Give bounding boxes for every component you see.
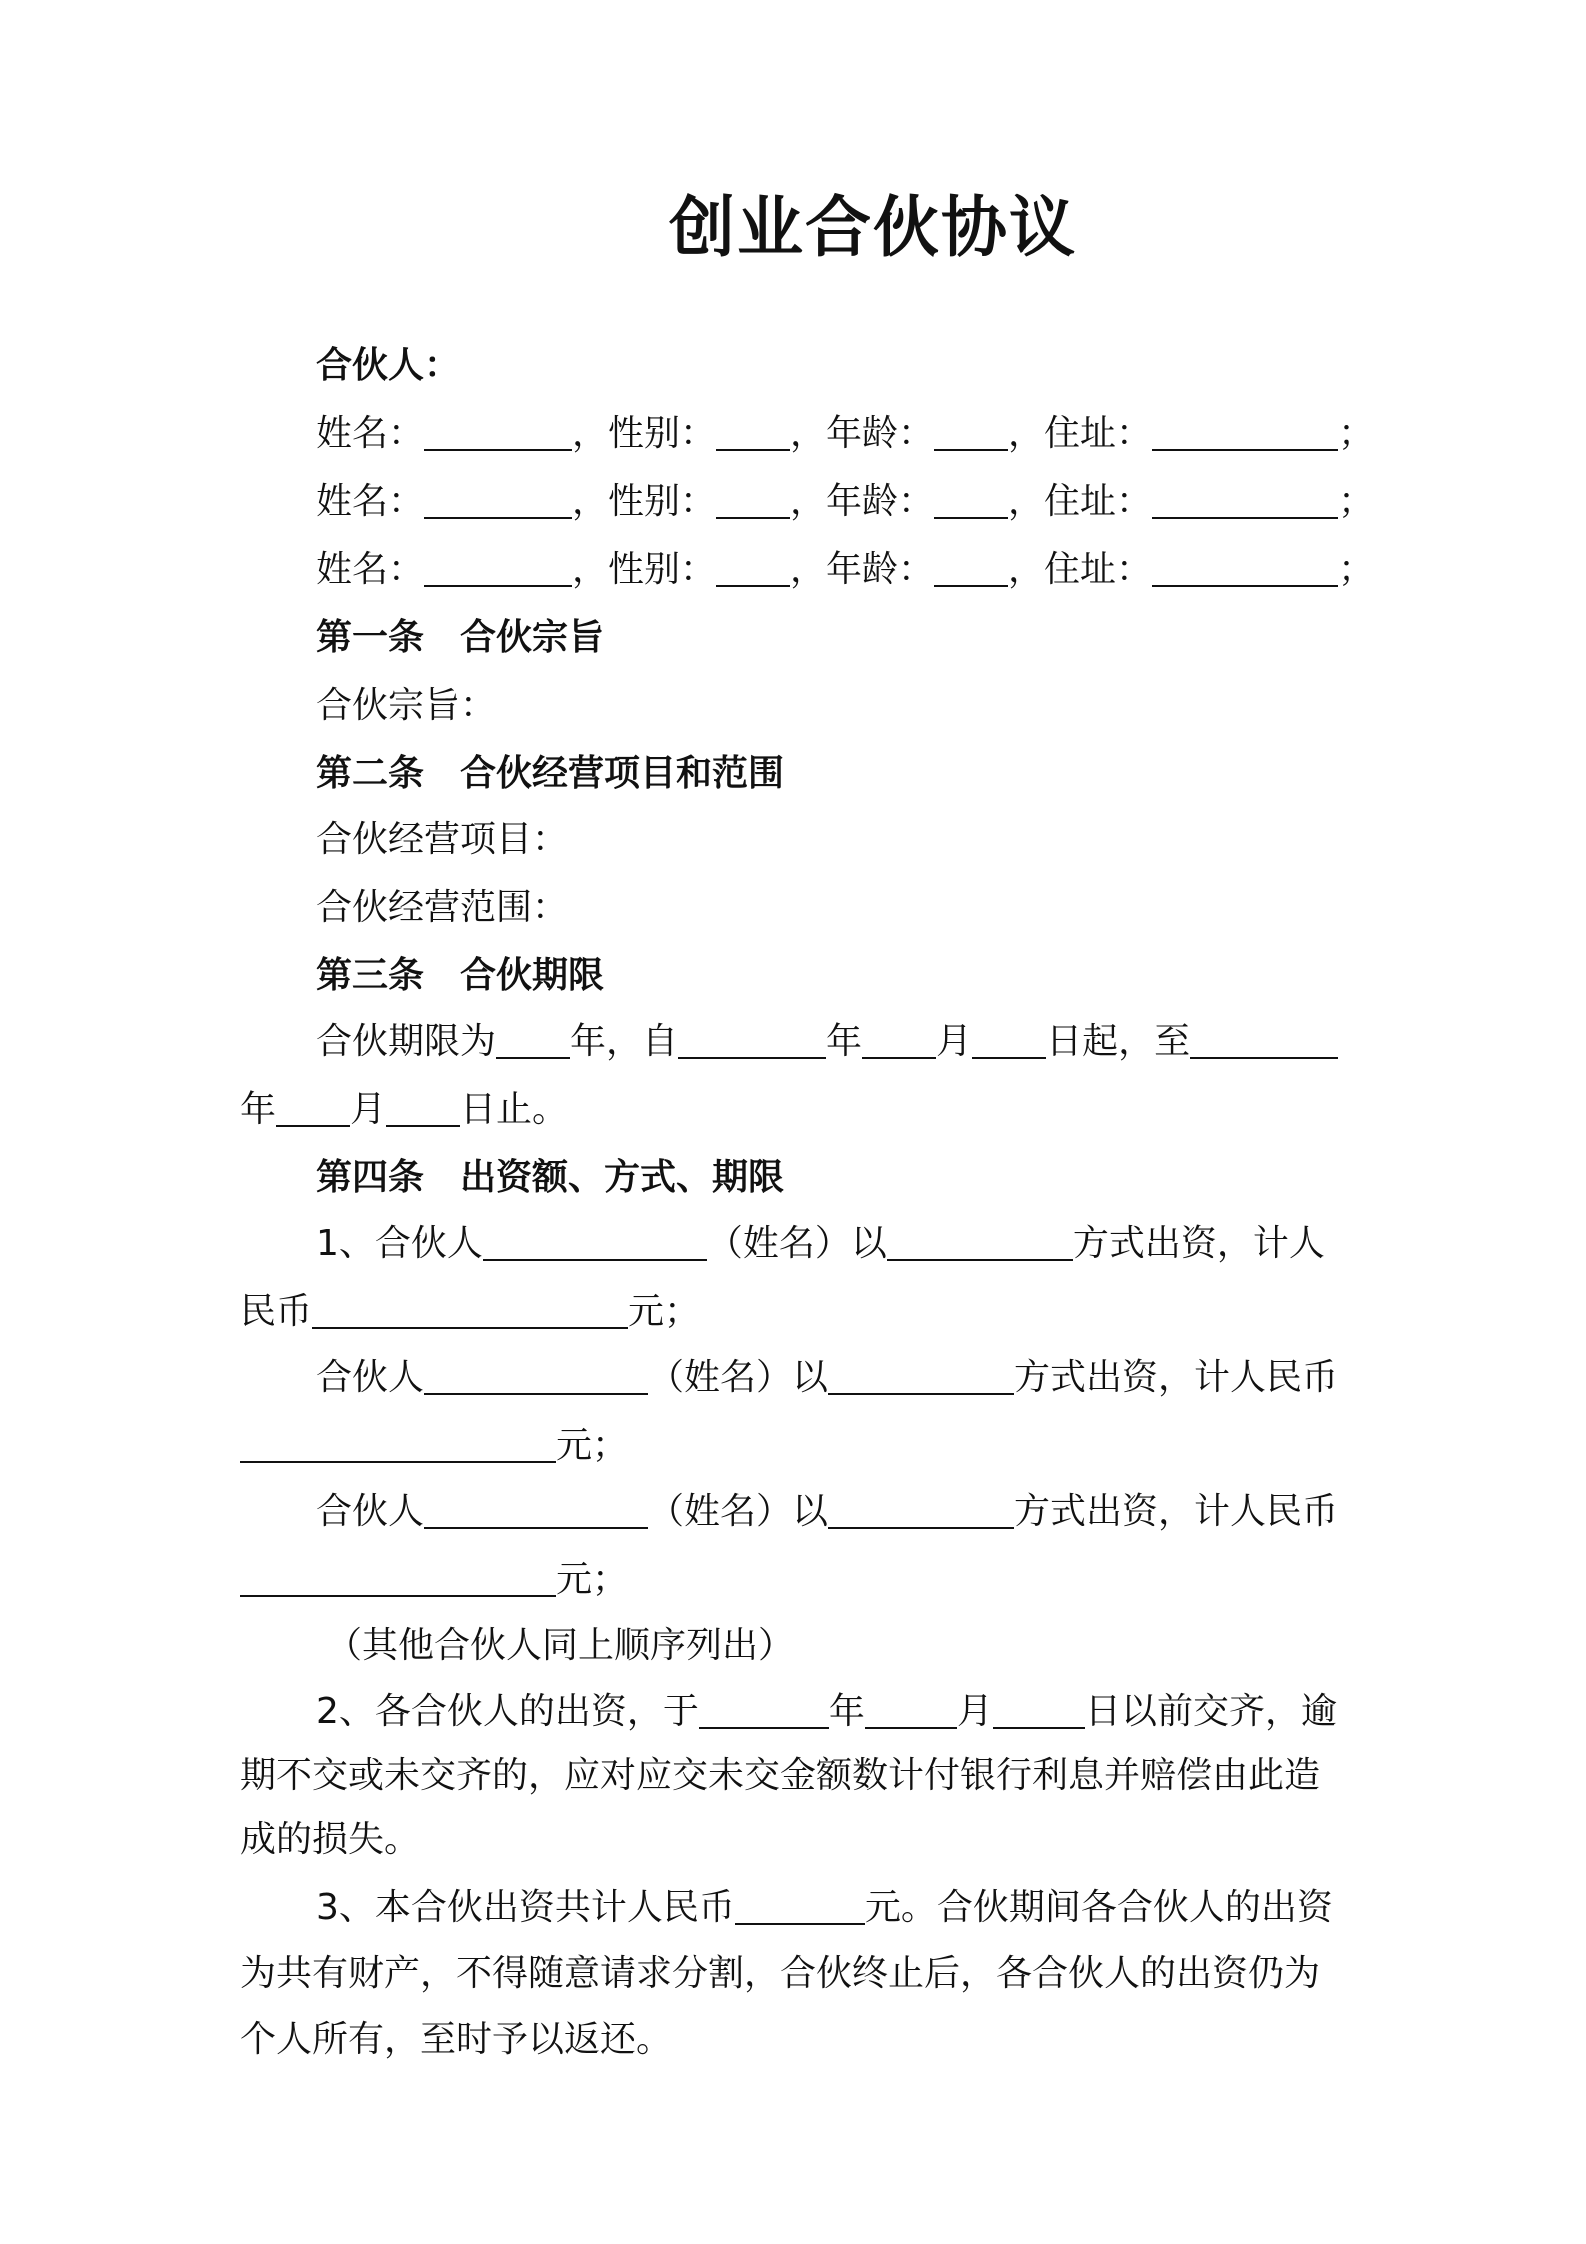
partner-name-blank[interactable] bbox=[483, 1221, 707, 1261]
clause-text: 月 bbox=[956, 1691, 993, 1732]
article-1-heading bbox=[316, 614, 604, 662]
name-label: 姓名： bbox=[316, 549, 425, 590]
address-blank[interactable] bbox=[1152, 479, 1338, 519]
article-3-heading bbox=[316, 952, 604, 1000]
partners-heading: 合伙人： bbox=[316, 345, 461, 386]
name-blank[interactable] bbox=[424, 479, 572, 519]
article-2-heading bbox=[316, 750, 784, 798]
contribution-text: 合伙人 bbox=[316, 1491, 425, 1532]
article-title: 合伙宗旨 bbox=[460, 617, 605, 658]
deadline-year-blank[interactable] bbox=[699, 1689, 829, 1729]
name-blank[interactable] bbox=[424, 547, 572, 587]
article-number: 第二条 bbox=[316, 753, 425, 794]
contribution-text: 方式出资，计人民币 bbox=[1014, 1357, 1339, 1398]
term-text: 日止。 bbox=[460, 1089, 569, 1130]
contribution-1-line-1 bbox=[316, 1220, 1325, 1268]
row-end: ； bbox=[1338, 481, 1375, 522]
clause-2-line-3: 成的损失。 bbox=[240, 1819, 421, 1860]
term-text: 年，自 bbox=[570, 1021, 679, 1062]
clause-3-line-1 bbox=[316, 1884, 1333, 1932]
name-label: 姓名： bbox=[316, 481, 425, 522]
deadline-month-blank[interactable] bbox=[865, 1689, 957, 1729]
contribution-text: 元； bbox=[556, 1425, 629, 1466]
contribution-1-line-2 bbox=[240, 1288, 700, 1336]
purpose-label: 合伙宗旨： bbox=[316, 685, 497, 726]
term-text: 月 bbox=[936, 1021, 973, 1062]
partner-row-1 bbox=[316, 410, 1374, 458]
address-blank[interactable] bbox=[1152, 547, 1338, 587]
article-title: 合伙经营项目和范围 bbox=[460, 753, 785, 794]
contribution-text: 方式出资，计人 bbox=[1072, 1223, 1325, 1264]
address-label: ，住址： bbox=[1008, 481, 1153, 522]
article-number: 第三条 bbox=[316, 955, 425, 996]
clause-3-line-3: 个人所有，至时予以返还。 bbox=[240, 2019, 673, 2060]
contribution-3-line-2 bbox=[240, 1556, 628, 1604]
clause-text: 日以前交齐，逾 bbox=[1084, 1691, 1337, 1732]
gender-label: ，性别： bbox=[572, 413, 717, 454]
age-blank[interactable] bbox=[934, 411, 1008, 451]
contribution-3-line-1 bbox=[316, 1488, 1338, 1536]
gender-blank[interactable] bbox=[716, 547, 790, 587]
method-blank[interactable] bbox=[887, 1221, 1073, 1261]
start-month-blank[interactable] bbox=[862, 1019, 936, 1059]
row-end: ； bbox=[1338, 549, 1375, 590]
row-end: ； bbox=[1338, 413, 1375, 454]
start-year-blank[interactable] bbox=[678, 1019, 826, 1059]
clause-text: 元。合伙期间各合伙人的出资 bbox=[864, 1887, 1333, 1928]
method-blank[interactable] bbox=[828, 1355, 1014, 1395]
project-label: 合伙经营项目： bbox=[316, 819, 569, 860]
contribution-text: （姓名）以 bbox=[648, 1357, 829, 1398]
contribution-2-line-1 bbox=[316, 1354, 1338, 1402]
amount-blank[interactable] bbox=[240, 1557, 556, 1597]
amount-blank[interactable] bbox=[240, 1423, 556, 1463]
clause-text: 3、本合伙出资共计人民币 bbox=[316, 1887, 735, 1928]
gender-label: ，性别： bbox=[572, 481, 717, 522]
age-label: ，年龄： bbox=[790, 413, 935, 454]
term-text: 日起，至 bbox=[1046, 1021, 1191, 1062]
term-text: 年 bbox=[240, 1089, 277, 1130]
deadline-day-blank[interactable] bbox=[993, 1689, 1085, 1729]
age-label: ，年龄： bbox=[790, 549, 935, 590]
gender-label: ，性别： bbox=[572, 549, 717, 590]
gender-blank[interactable] bbox=[716, 479, 790, 519]
contribution-text: （姓名）以 bbox=[706, 1223, 887, 1264]
contribution-text: 1、合伙人 bbox=[316, 1223, 483, 1264]
address-blank[interactable] bbox=[1152, 411, 1338, 451]
article-title: 出资额、方式、期限 bbox=[460, 1157, 785, 1198]
contribution-text: （姓名）以 bbox=[648, 1491, 829, 1532]
contribution-text: 元； bbox=[556, 1559, 629, 1600]
name-blank[interactable] bbox=[424, 411, 572, 451]
clause-text: 年 bbox=[828, 1691, 865, 1732]
total-amount-blank[interactable] bbox=[735, 1885, 865, 1925]
others-note: （其他合伙人同上顺序列出） bbox=[326, 1625, 795, 1666]
end-day-blank[interactable] bbox=[386, 1087, 460, 1127]
document-title: 创业合伙协议 bbox=[669, 189, 1077, 266]
contribution-text: 方式出资，计人民币 bbox=[1014, 1491, 1339, 1532]
name-label: 姓名： bbox=[316, 413, 425, 454]
clause-text: 2、各合伙人的出资，于 bbox=[316, 1691, 699, 1732]
clause-2-line-1 bbox=[316, 1688, 1337, 1736]
end-year-blank[interactable] bbox=[1190, 1019, 1338, 1059]
term-text: 年 bbox=[826, 1021, 863, 1062]
term-text: 月 bbox=[350, 1089, 387, 1130]
age-label: ，年龄： bbox=[790, 481, 935, 522]
contribution-text: 合伙人 bbox=[316, 1357, 425, 1398]
clause-2-line-2: 期不交或未交齐的，应对应交未交金额数计付银行利息并赔偿由此造 bbox=[240, 1755, 1321, 1796]
term-text: 合伙期限为 bbox=[316, 1021, 497, 1062]
amount-blank[interactable] bbox=[312, 1289, 628, 1329]
partner-name-blank[interactable] bbox=[424, 1489, 648, 1529]
method-blank[interactable] bbox=[828, 1489, 1014, 1529]
contribution-text: 民币 bbox=[240, 1291, 313, 1332]
partner-name-blank[interactable] bbox=[424, 1355, 648, 1395]
clause-3-line-2: 为共有财产，不得随意请求分割，合伙终止后，各合伙人的出资仍为 bbox=[240, 1953, 1321, 1994]
partner-row-2 bbox=[316, 478, 1374, 526]
age-blank[interactable] bbox=[934, 479, 1008, 519]
term-line-1 bbox=[316, 1018, 1338, 1066]
address-label: ，住址： bbox=[1008, 413, 1153, 454]
term-line-2 bbox=[240, 1086, 568, 1134]
partner-row-3 bbox=[316, 546, 1374, 594]
end-month-blank[interactable] bbox=[276, 1087, 350, 1127]
contribution-text: 元； bbox=[628, 1291, 701, 1332]
gender-blank[interactable] bbox=[716, 411, 790, 451]
address-label: ，住址： bbox=[1008, 549, 1153, 590]
article-title: 合伙期限 bbox=[460, 955, 605, 996]
article-number: 第一条 bbox=[316, 617, 425, 658]
term-years-blank[interactable] bbox=[496, 1019, 570, 1059]
article-number: 第四条 bbox=[316, 1157, 425, 1198]
article-4-heading bbox=[316, 1154, 784, 1202]
scope-label: 合伙经营范围： bbox=[316, 887, 569, 928]
contribution-2-line-2 bbox=[240, 1422, 628, 1470]
start-day-blank[interactable] bbox=[972, 1019, 1046, 1059]
age-blank[interactable] bbox=[934, 547, 1008, 587]
